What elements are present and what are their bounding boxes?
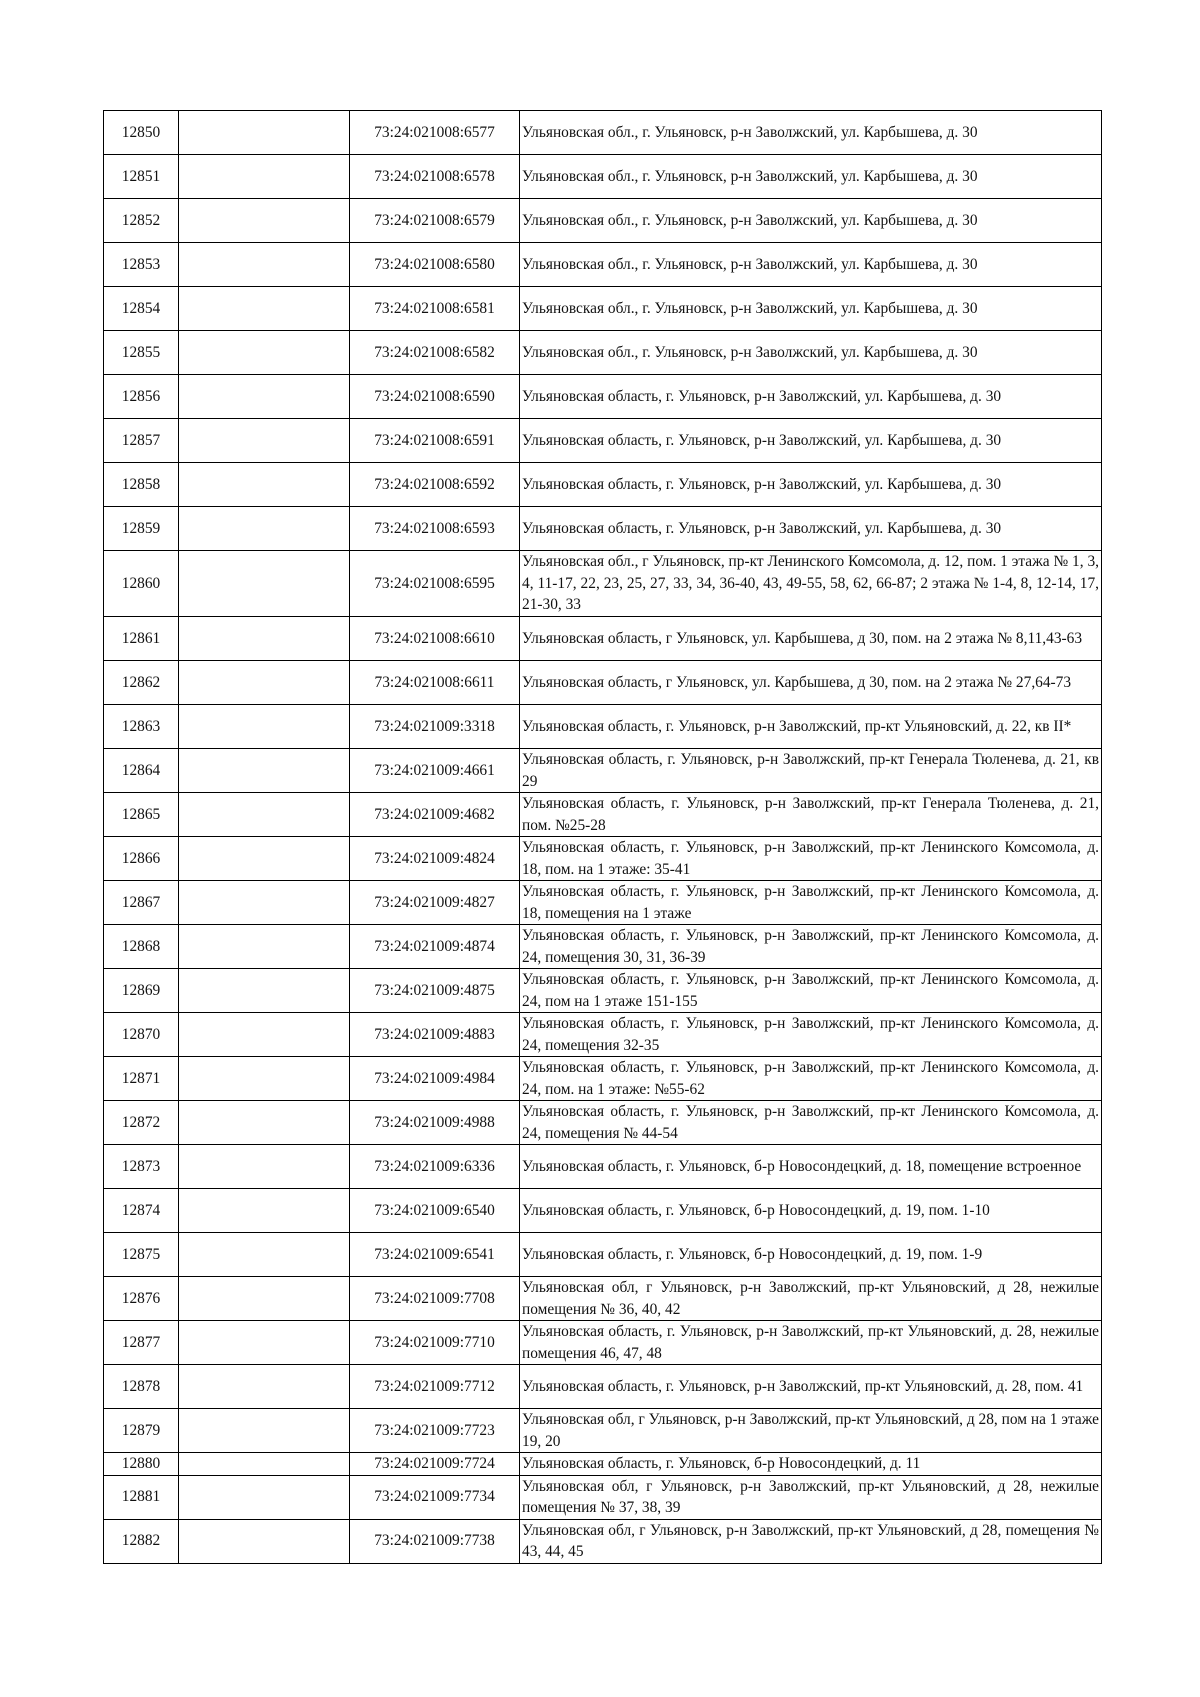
object-type <box>179 551 350 617</box>
object-type <box>179 1365 350 1409</box>
address: Ульяновская область, г. Ульяновск, р-н Заволжский, пр-кт Генерала Тюленева, д. 21, кв 29 <box>520 749 1102 793</box>
object-type <box>179 1519 350 1563</box>
object-type <box>179 1145 350 1189</box>
cadastral-number: 73:24:021009:4682 <box>350 793 520 837</box>
object-type <box>179 1321 350 1365</box>
address: Ульяновская область, г. Ульяновск, б-р Новосондецкий, д. 11 <box>520 1453 1102 1476</box>
row-number: 12854 <box>104 287 179 331</box>
address: Ульяновская область, г. Ульяновск, р-н Заволжский, ул. Карбышева, д. 30 <box>520 463 1102 507</box>
cadastral-number: 73:24:021008:6611 <box>350 661 520 705</box>
table-row <box>104 1453 1102 1476</box>
object-type <box>179 661 350 705</box>
cadastral-number: 73:24:021009:4874 <box>350 925 520 969</box>
address: Ульяновская обл., г. Ульяновск, р-н Заволжский, ул. Карбышева, д. 30 <box>520 243 1102 287</box>
address: Ульяновская обл., г. Ульяновск, р-н Заволжский, ул. Карбышева, д. 30 <box>520 199 1102 243</box>
address: Ульяновская область, г. Ульяновск, р-н Заволжский, ул. Карбышева, д. 30 <box>520 419 1102 463</box>
row-number: 12878 <box>104 1365 179 1409</box>
row-number: 12863 <box>104 705 179 749</box>
table-row <box>104 1519 1102 1563</box>
row-number: 12874 <box>104 1189 179 1233</box>
cadastral-number: 73:24:021008:6591 <box>350 419 520 463</box>
row-number: 12877 <box>104 1321 179 1365</box>
table-row <box>104 419 1102 463</box>
table-row <box>104 331 1102 375</box>
table-row <box>104 749 1102 793</box>
cadastral-number: 73:24:021008:6577 <box>350 111 520 155</box>
table-row <box>104 1189 1102 1233</box>
table-row <box>104 1101 1102 1145</box>
object-type <box>179 243 350 287</box>
address: Ульяновская обл., г. Ульяновск, р-н Заволжский, ул. Карбышева, д. 30 <box>520 111 1102 155</box>
row-number: 12872 <box>104 1101 179 1145</box>
table-row <box>104 925 1102 969</box>
table-body <box>104 111 1102 1564</box>
address: Ульяновская область, г. Ульяновск, р-н Заволжский, пр-кт Ленинского Комсомола, д. 24, пом на 1 этаже 151-155 <box>520 969 1102 1013</box>
cadastral-number: 73:24:021009:4875 <box>350 969 520 1013</box>
object-type <box>179 1101 350 1145</box>
cadastral-number: 73:24:021009:6540 <box>350 1189 520 1233</box>
row-number: 12855 <box>104 331 179 375</box>
row-number: 12851 <box>104 155 179 199</box>
table-row <box>104 837 1102 881</box>
cadastral-number: 73:24:021009:4827 <box>350 881 520 925</box>
table-row <box>104 617 1102 661</box>
row-number: 12866 <box>104 837 179 881</box>
table-row <box>104 1277 1102 1321</box>
property-table <box>103 110 1102 1564</box>
cadastral-number: 73:24:021009:4661 <box>350 749 520 793</box>
address: Ульяновская область, г. Ульяновск, р-н Заволжский, пр-кт Ульяновский, д. 22, кв II* <box>520 705 1102 749</box>
table-row <box>104 1145 1102 1189</box>
object-type <box>179 837 350 881</box>
address: Ульяновская область, г. Ульяновск, р-н Заволжский, пр-кт Ленинского Комсомола, д. 24, помещения № 44-54 <box>520 1101 1102 1145</box>
row-number: 12868 <box>104 925 179 969</box>
table-row <box>104 1475 1102 1519</box>
cadastral-number: 73:24:021008:6578 <box>350 155 520 199</box>
address: Ульяновская область, г. Ульяновск, р-н Заволжский, пр-кт Ульяновский, д. 28, нежилые помещения 46, 47, 48 <box>520 1321 1102 1365</box>
table-row <box>104 1365 1102 1409</box>
address: Ульяновская область, г. Ульяновск, р-н Заволжский, ул. Карбышева, д. 30 <box>520 375 1102 419</box>
cadastral-number: 73:24:021008:6610 <box>350 617 520 661</box>
cadastral-number: 73:24:021008:6593 <box>350 507 520 551</box>
cadastral-number: 73:24:021009:7724 <box>350 1453 520 1476</box>
table-row <box>104 1409 1102 1453</box>
row-number: 12858 <box>104 463 179 507</box>
object-type <box>179 705 350 749</box>
row-number: 12869 <box>104 969 179 1013</box>
table-row <box>104 199 1102 243</box>
address: Ульяновская область, г. Ульяновск, р-н Заволжский, пр-кт Ульяновский, д. 28, пом. 41 <box>520 1365 1102 1409</box>
object-type <box>179 617 350 661</box>
cadastral-number: 73:24:021008:6580 <box>350 243 520 287</box>
table-row <box>104 661 1102 705</box>
table-row <box>104 551 1102 617</box>
object-type <box>179 1453 350 1476</box>
table-row <box>104 287 1102 331</box>
address: Ульяновская область, г. Ульяновск, б-р Новосондецкий, д. 19, пом. 1-9 <box>520 1233 1102 1277</box>
table-row <box>104 111 1102 155</box>
object-type <box>179 969 350 1013</box>
row-number: 12871 <box>104 1057 179 1101</box>
address: Ульяновская обл., г Ульяновск, пр-кт Ленинского Комсомола, д. 12, пом. 1 этажа № 1, 3, 4, 11-17, 22, 23, 25, 27, 33, 34, 36-40, 43, 49-55, 58, 62, 66-87; 2 этажа № 1-4, 8, 12-14, 17, 21-30, 33 <box>520 551 1102 617</box>
address: Ульяновская обл., г. Ульяновск, р-н Заволжский, ул. Карбышева, д. 30 <box>520 287 1102 331</box>
cadastral-number: 73:24:021009:4883 <box>350 1013 520 1057</box>
cadastral-number: 73:24:021009:7708 <box>350 1277 520 1321</box>
row-number: 12875 <box>104 1233 179 1277</box>
cadastral-number: 73:24:021009:7710 <box>350 1321 520 1365</box>
row-number: 12880 <box>104 1453 179 1476</box>
cadastral-number: 73:24:021008:6592 <box>350 463 520 507</box>
row-number: 12867 <box>104 881 179 925</box>
object-type <box>179 331 350 375</box>
object-type <box>179 375 350 419</box>
cadastral-number: 73:24:021009:7712 <box>350 1365 520 1409</box>
address: Ульяновская обл, г Ульяновск, р-н Заволжский, пр-кт Ульяновский, д 28, помещения № 43, 44, 45 <box>520 1519 1102 1563</box>
table-row <box>104 1233 1102 1277</box>
address: Ульяновская обл, г Ульяновск, р-н Заволжский, пр-кт Ульяновский, д 28, нежилые помещения № 37, 38, 39 <box>520 1475 1102 1519</box>
row-number: 12860 <box>104 551 179 617</box>
object-type <box>179 111 350 155</box>
address: Ульяновская область, г. Ульяновск, р-н Заволжский, пр-кт Генерала Тюленева, д. 21, пом. №25-28 <box>520 793 1102 837</box>
address: Ульяновская область, г. Ульяновск, р-н Заволжский, пр-кт Ленинского Комсомола, д. 24, помещения 32-35 <box>520 1013 1102 1057</box>
row-number: 12853 <box>104 243 179 287</box>
object-type <box>179 1057 350 1101</box>
table-row <box>104 507 1102 551</box>
table-row <box>104 375 1102 419</box>
cadastral-number: 73:24:021009:4824 <box>350 837 520 881</box>
address: Ульяновская область, г. Ульяновск, б-р Новосондецкий, д. 18, помещение встроенное <box>520 1145 1102 1189</box>
address: Ульяновская область, г. Ульяновск, р-н Заволжский, пр-кт Ленинского Комсомола, д. 24, помещения 30, 31, 36-39 <box>520 925 1102 969</box>
address: Ульяновская обл, г Ульяновск, р-н Заволжский, пр-кт Ульяновский, д 28, пом на 1 этаже 19, 20 <box>520 1409 1102 1453</box>
object-type <box>179 419 350 463</box>
address: Ульяновская область, г Ульяновск, ул. Карбышева, д 30, пом. на 2 этажа № 8,11,43-63 <box>520 617 1102 661</box>
table-row <box>104 155 1102 199</box>
object-type <box>179 155 350 199</box>
table-row <box>104 1013 1102 1057</box>
cadastral-number: 73:24:021008:6582 <box>350 331 520 375</box>
row-number: 12865 <box>104 793 179 837</box>
cadastral-number: 73:24:021009:6336 <box>350 1145 520 1189</box>
cadastral-number: 73:24:021009:4988 <box>350 1101 520 1145</box>
address: Ульяновская обл., г. Ульяновск, р-н Заволжский, ул. Карбышева, д. 30 <box>520 155 1102 199</box>
cadastral-number: 73:24:021009:4984 <box>350 1057 520 1101</box>
row-number: 12873 <box>104 1145 179 1189</box>
row-number: 12876 <box>104 1277 179 1321</box>
cadastral-number: 73:24:021009:7723 <box>350 1409 520 1453</box>
row-number: 12861 <box>104 617 179 661</box>
address: Ульяновская область, г. Ульяновск, б-р Новосондецкий, д. 19, пом. 1-10 <box>520 1189 1102 1233</box>
address: Ульяновская область, г. Ульяновск, р-н Заволжский, пр-кт Ленинского Комсомола, д. 24, пом. на 1 этаже: №55-62 <box>520 1057 1102 1101</box>
row-number: 12862 <box>104 661 179 705</box>
row-number: 12859 <box>104 507 179 551</box>
row-number: 12852 <box>104 199 179 243</box>
object-type <box>179 881 350 925</box>
row-number: 12850 <box>104 111 179 155</box>
object-type <box>179 1233 350 1277</box>
table-row <box>104 463 1102 507</box>
object-type <box>179 749 350 793</box>
object-type <box>179 1277 350 1321</box>
object-type <box>179 507 350 551</box>
object-type <box>179 793 350 837</box>
row-number: 12879 <box>104 1409 179 1453</box>
cadastral-number: 73:24:021009:7738 <box>350 1519 520 1563</box>
address: Ульяновская обл, г Ульяновск, р-н Заволжский, пр-кт Ульяновский, д 28, нежилые помещения № 36, 40, 42 <box>520 1277 1102 1321</box>
table-row <box>104 705 1102 749</box>
cadastral-number: 73:24:021009:6541 <box>350 1233 520 1277</box>
address: Ульяновская область, г. Ульяновск, р-н Заволжский, ул. Карбышева, д. 30 <box>520 507 1102 551</box>
address: Ульяновская область, г. Ульяновск, р-н Заволжский, пр-кт Ленинского Комсомола, д. 18, пом. на 1 этаже: 35-41 <box>520 837 1102 881</box>
address: Ульяновская область, г Ульяновск, ул. Карбышева, д 30, пом. на 2 этажа № 27,64-73 <box>520 661 1102 705</box>
object-type <box>179 1013 350 1057</box>
row-number: 12864 <box>104 749 179 793</box>
object-type <box>179 1409 350 1453</box>
table-row <box>104 1321 1102 1365</box>
row-number: 12870 <box>104 1013 179 1057</box>
table-row <box>104 1057 1102 1101</box>
cadastral-number: 73:24:021008:6590 <box>350 375 520 419</box>
object-type <box>179 463 350 507</box>
cadastral-number: 73:24:021009:3318 <box>350 705 520 749</box>
object-type <box>179 1475 350 1519</box>
address: Ульяновская обл., г. Ульяновск, р-н Заволжский, ул. Карбышева, д. 30 <box>520 331 1102 375</box>
address: Ульяновская область, г. Ульяновск, р-н Заволжский, пр-кт Ленинского Комсомола, д. 18, помещения на 1 этаже <box>520 881 1102 925</box>
object-type <box>179 287 350 331</box>
row-number: 12882 <box>104 1519 179 1563</box>
table-row <box>104 243 1102 287</box>
row-number: 12881 <box>104 1475 179 1519</box>
object-type <box>179 925 350 969</box>
row-number: 12856 <box>104 375 179 419</box>
table-row <box>104 881 1102 925</box>
object-type <box>179 1189 350 1233</box>
table-row <box>104 969 1102 1013</box>
object-type <box>179 199 350 243</box>
table-row <box>104 793 1102 837</box>
cadastral-number: 73:24:021009:7734 <box>350 1475 520 1519</box>
cadastral-number: 73:24:021008:6581 <box>350 287 520 331</box>
row-number: 12857 <box>104 419 179 463</box>
cadastral-number: 73:24:021008:6579 <box>350 199 520 243</box>
cadastral-number: 73:24:021008:6595 <box>350 551 520 617</box>
